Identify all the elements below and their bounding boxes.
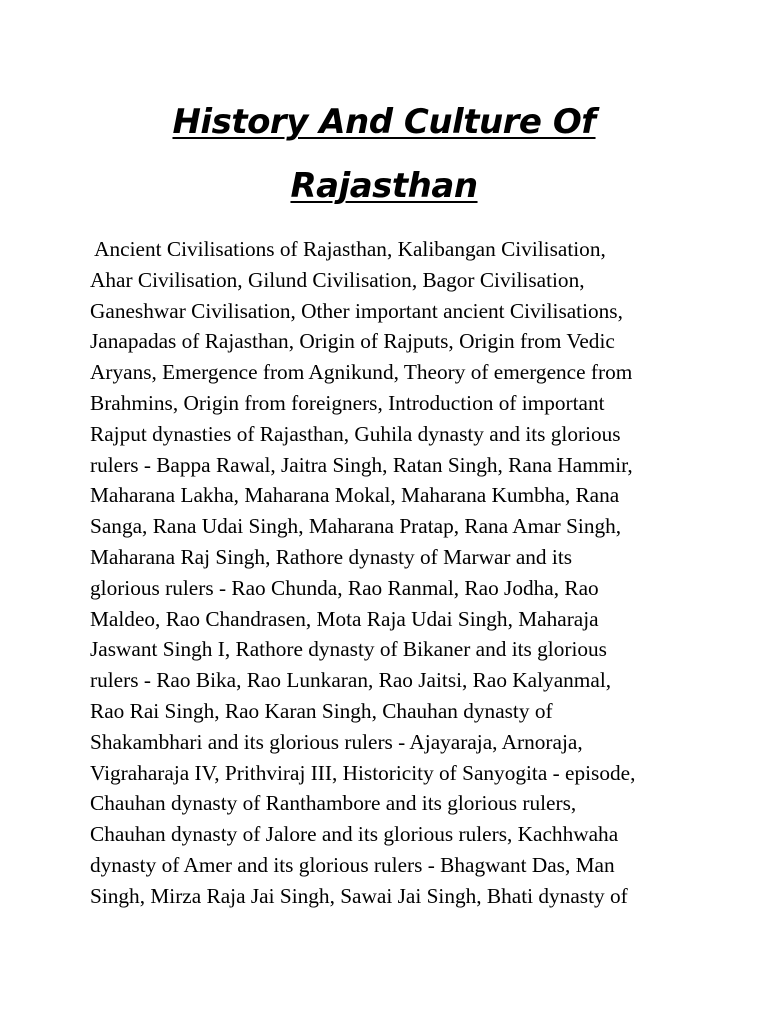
body-line: Ahar Civilisation, Gilund Civilisation, Bagor Civilisation,: [90, 267, 585, 292]
body-line: Ancient Civilisations of Rajasthan, Kalibangan Civilisation,: [90, 237, 606, 261]
body-line: Jaswant Singh I, Rathore dynasty of Bikaner and its glorious: [90, 637, 607, 662]
body-line: rulers - Bappa Rawal, Jaitra Singh, Ratan Singh, Rana Hammir,: [90, 452, 633, 477]
body-line: rulers - Rao Bika, Rao Lunkaran, Rao Jaitsi, Rao Kalyanmal,: [90, 668, 612, 693]
body-line: Singh, Mirza Raja Jai Singh, Sawai Jai Singh, Bhati dynasty of: [90, 883, 628, 908]
body-line: Maldeo, Rao Chandrasen, Mota Raja Udai Singh, Maharaja: [90, 606, 599, 631]
body-line: Ganeshwar Civilisation, Other important ancient Civilisations,: [90, 298, 623, 323]
document-body: [90, 234, 690, 912]
body-line: Rajput dynasties of Rajasthan, Guhila dynasty and its glorious: [90, 421, 621, 446]
body-line: Maharana Lakha, Maharana Mokal, Maharana Kumbha, Rana: [90, 483, 620, 508]
document-title-line-2: Rajasthan: [290, 166, 478, 206]
body-line: Shakambhari and its glorious rulers - Ajayaraja, Arnoraja,: [90, 729, 583, 754]
body-line: Rao Rai Singh, Rao Karan Singh, Chauhan dynasty of: [90, 698, 553, 723]
body-line: dynasty of Amer and its glorious rulers - Bhagwant Das, Man: [90, 852, 615, 877]
body-line: Sanga, Rana Udai Singh, Maharana Pratap, Rana Amar Singh,: [90, 514, 622, 539]
body-line: Chauhan dynasty of Jalore and its glorious rulers, Kachhwaha: [90, 822, 619, 847]
body-line: Vigraharaja IV, Prithviraj III, Historicity of Sanyogita - episode,: [90, 760, 636, 785]
body-line: glorious rulers - Rao Chunda, Rao Ranmal, Rao Jodha, Rao: [90, 575, 599, 600]
body-line: Brahmins, Origin from foreigners, Introduction of important: [90, 390, 605, 415]
body-line: Janapadas of Rajasthan, Origin of Rajputs, Origin from Vedic: [90, 329, 615, 354]
body-line: Chauhan dynasty of Ranthambore and its glorious rulers,: [90, 791, 577, 816]
body-line: Maharana Raj Singh, Rathore dynasty of Marwar and its: [90, 544, 573, 569]
body-line: Aryans, Emergence from Agnikund, Theory of emergence from: [90, 360, 633, 385]
document-title-line-1: History And Culture Of: [172, 102, 596, 142]
